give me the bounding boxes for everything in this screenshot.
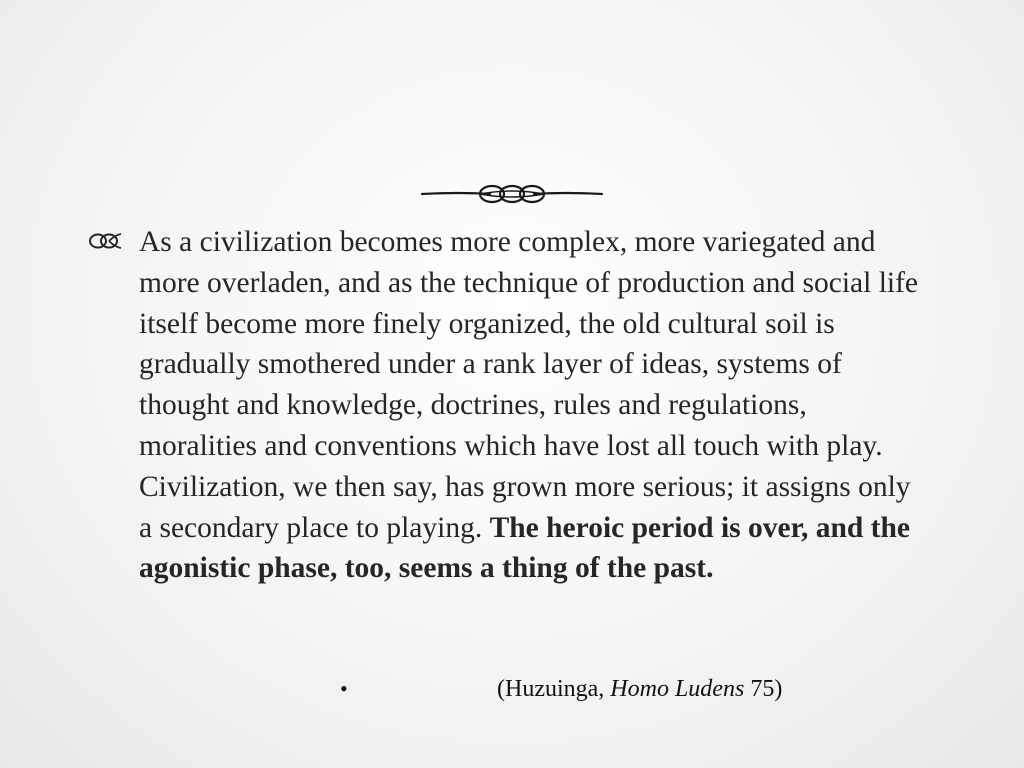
citation-row <box>0 674 1024 714</box>
quote-text-bold: The heroic period is over, and the agonistic phase, too, seems a thing of the past. <box>139 511 910 585</box>
citation <box>497 676 782 703</box>
quote-text-regular: As a civilization becomes more complex, more variegated and more overladen, and as the technique of production and social life itself become more finely organized, the old cultural soil is gradually smothered under a rank layer of ideas, systems of thought and knowledge, doctrines, rules and regulations, moralities and conventions which have lost all touch with play. Civilization, we then say, has grown more serious; it assigns only a secondary place to playing. <box>139 226 919 544</box>
citation-suffix: 75) <box>744 676 783 702</box>
citation-bullet: • <box>340 676 348 701</box>
ornamental-bullet-icon <box>88 232 122 250</box>
quote-text <box>139 222 929 589</box>
citation-book-title: Homo Ludens <box>610 676 745 702</box>
citation-prefix: (Huzuinga, <box>497 676 611 702</box>
ornamental-divider-icon <box>420 180 604 208</box>
